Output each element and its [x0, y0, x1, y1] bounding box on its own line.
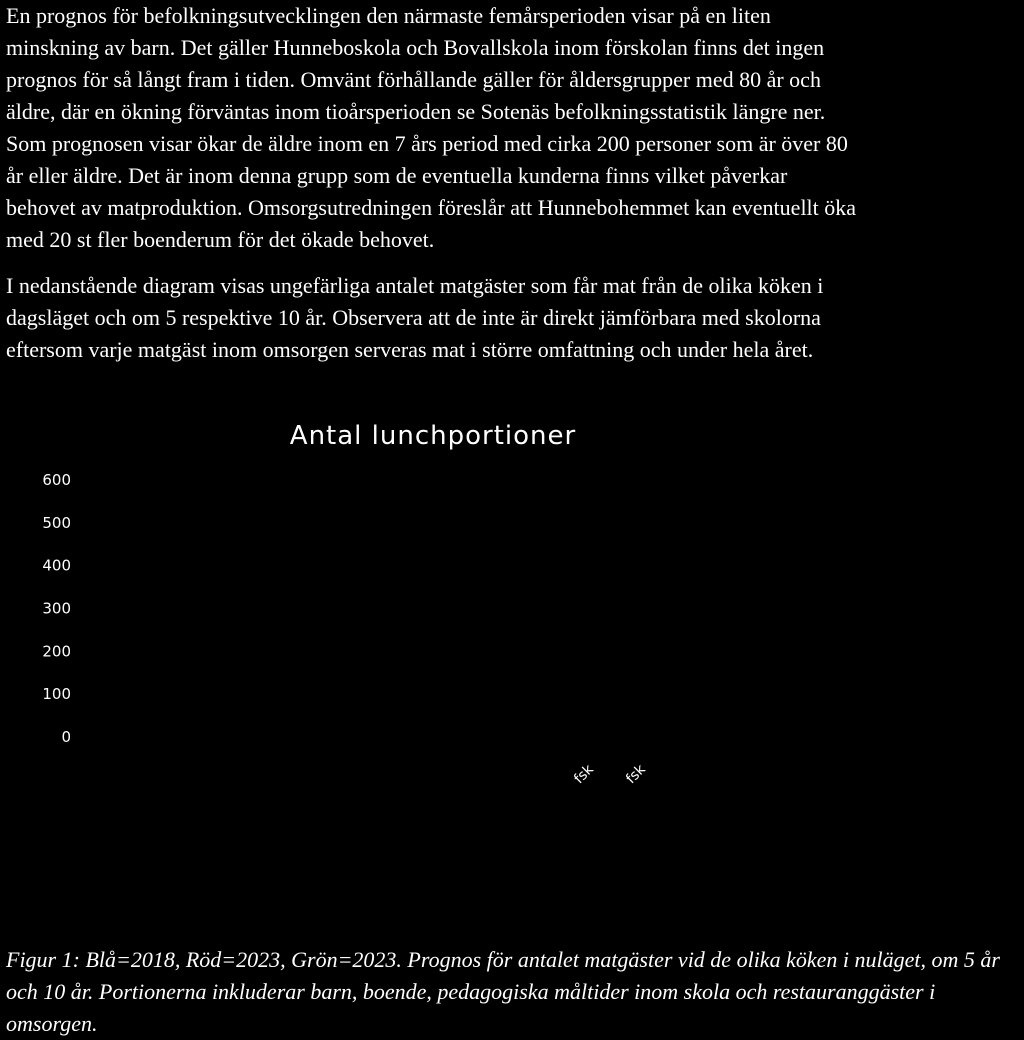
- x-tick-label: fsk: [623, 761, 649, 788]
- figure-caption: Figur 1: Blå=2018, Röd=2023, Grön=2023. Prognos för antalet matgäster vid de olika köken i nuläget, om 5 år och 10 år. Portionerna inkluderar barn, boende, pedagogiska måltider inom skola och restauranggäster i omsorgen.: [6, 947, 1000, 1036]
- y-tick-label: 100: [42, 685, 71, 704]
- y-axis: [42, 471, 71, 746]
- diagram-description-paragraph: I nedanstående diagram visas ungefärliga antalet matgäster som får mat från de olika köken i dagsläget och om 5 respektive 10 år. Observera att de inte är direkt jämförbara med skolorna eftersom varje matgäst inom omsorgen serveras mat i större omfattning och under hela året.: [6, 273, 824, 362]
- y-tick-label: 0: [61, 728, 71, 746]
- y-tick-label: 200: [42, 642, 71, 661]
- x-axis: [571, 761, 649, 787]
- y-tick-label: 500: [42, 513, 71, 532]
- chart-title: Antal lunchportioner: [289, 421, 577, 451]
- y-tick-label: 300: [42, 599, 71, 618]
- y-tick-label: 600: [42, 471, 71, 489]
- lunch-portions-chart: [0, 400, 1024, 930]
- x-tick-label: fsk: [571, 761, 597, 788]
- y-tick-label: 400: [42, 556, 71, 575]
- intro-paragraph: En prognos för befolkningsutvecklingen den närmaste femårsperioden visar på en liten minskning av barn. Det gäller Hunneboskola och Bovallskola inom förskolan finns det ingen prognos för så långt fram i tiden. Omvänt förhållande gäller för åldersgrupper med 80 år och äldre, där en ökning förväntas inom tioårsperioden se Sotenäs befolkningsstatistik längre ner. Som prognosen visar ökar de äldre inom en 7 års period med cirka 200 personer som är över 80 år eller äldre. Det är inom denna grupp som de eventuella kunderna finns vilket påverkar behovet av matproduktion. Omsorgsutredningen föreslår att Hunnebohemmet kan eventuellt öka med 20 st fler boenderum för det ökade behovet.: [6, 3, 857, 252]
